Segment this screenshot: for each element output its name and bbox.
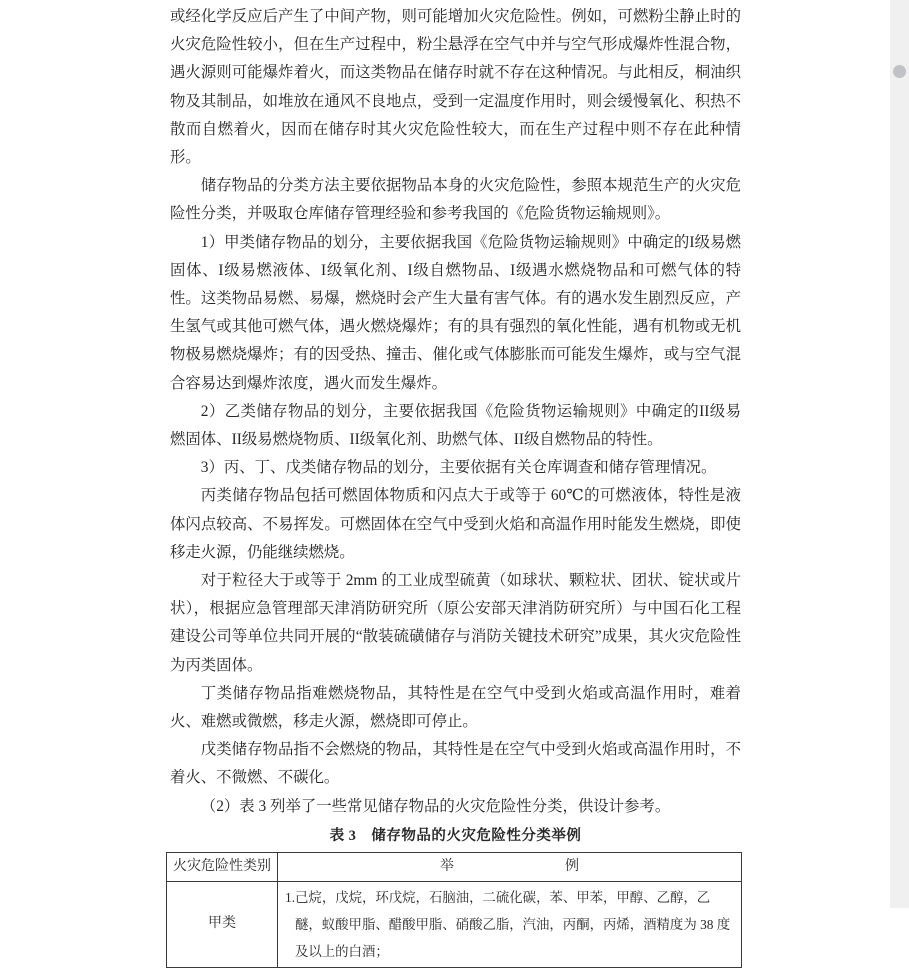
paragraph: 丙类储存物品包括可燃固体物质和闪点大于或等于 60℃的可燃液体，特性是液体闪点较高、不易挥发。可燃固体在空气中受到火焰和高温作用时能发生燃烧，即使移走火源，仍能继续燃烧。 xyxy=(170,487,741,561)
examples-cell: 1.己烷，戊烷，环戊烷，石脑油，二硫化碳，苯、甲苯，甲醇、乙醇，乙醚，蚁酸甲脂、醋酸甲脂、硝酸乙脂，汽油，丙酮，丙烯，酒精度为 38 度及以上的白酒； xyxy=(278,882,742,968)
paragraph: 对于粒径大于或等于 2mm 的工业成型硫黄（如球状、颗粒状、团状、锭状或片状），根据应急管理部天津消防研究所（原公安部天津消防研究所）与中国石化工程建设公司等单位共同开展的“散装硫磺储存与消防关键技术研究”成果，其火灾危险性为丙类固体。 xyxy=(170,572,741,674)
paragraph: 3）丙、丁、戊类储存物品的划分，主要依据有关仓库调查和储存管理情况。 xyxy=(200,459,717,477)
table-header-category: 火灾危险性类别 xyxy=(167,852,278,881)
paragraph-block xyxy=(170,3,741,821)
examples-header-char-left: 举 xyxy=(440,858,454,874)
table-caption: 表 3 储存物品的火灾危险性分类举例 xyxy=(329,827,582,844)
paragraph: 丁类储存物品指难燃烧物品，其特性是在空气中受到火焰或高温作用时，难着火、难燃或微燃，移走火源，燃烧即可停止。 xyxy=(170,684,741,731)
scrollbar-track[interactable] xyxy=(890,0,909,908)
table-header-row xyxy=(167,852,742,881)
document-text xyxy=(170,3,741,968)
examples-header-text xyxy=(278,853,741,881)
category-cell: 甲类 xyxy=(167,882,278,968)
paragraph: 储存物品的分类方法主要依据物品本身的火灾危险性，参照本规范生产的火灾危险性分类，并吸取仓库储存管理经验和参考我国的《危险货物运输规则》。 xyxy=(170,177,741,223)
paragraph: 或经化学反应后产生了中间产物，则可能增加火灾危险性。例如，可燃粉尘静止时的火灾危险性较小，但在生产过程中，粉尘悬浮在空气中并与空气形成爆炸性混合物，遇火源则可能爆炸着火，而这类物品在储存时就不存在这种情况。与此相反，桐油织物及其制品，如堆放在通风不良地点，受到一定温度作用时，则会缓慢氧化、积热不散而自燃着火，因而在储存时其火灾危险性较大，而在生产过程中则不存在此种情形。 xyxy=(170,8,741,167)
paragraph: 2）乙类储存物品的划分，主要依据我国《危险货物运输规则》中确定的II级易燃固体、II级易燃烧物质、II级氧化剂、助燃气体、II级自燃物品的特性。 xyxy=(170,402,741,449)
paragraph: （2）表 3 列举了一些常见储存物品的火灾危险性分类，供设计参考。 xyxy=(200,797,671,815)
table-header-examples xyxy=(278,852,742,881)
classification-table xyxy=(166,852,742,968)
paragraph: 戊类储存物品指不会燃烧的物品，其特性是在空气中受到火焰或高温作用时，不着火、不微燃、不碳化。 xyxy=(170,741,741,787)
paragraph: 1）甲类储存物品的划分，主要依据我国《危险货物运输规则》中确定的I级易燃固体、I级易燃液体、I级氧化剂、I级自燃物品、I级遇水燃烧物品和可燃气体的特性。这类物品易燃、易爆，燃烧时会产生大量有害气体。有的遇水发生剧烈反应，产生氢气或其他可燃气体，遇火燃烧爆炸；有的具有强烈的氧化性能，遇有机物或无机物极易燃烧爆炸；有的因受热、撞击、催化或气体膨胀而可能发生爆炸，或与空气混合容易达到爆炸浓度，遇火而发生爆炸。 xyxy=(170,233,741,392)
table-row xyxy=(167,882,742,968)
scrollbar-thumb[interactable] xyxy=(893,65,906,78)
examples-header-char-right: 例 xyxy=(565,858,579,874)
